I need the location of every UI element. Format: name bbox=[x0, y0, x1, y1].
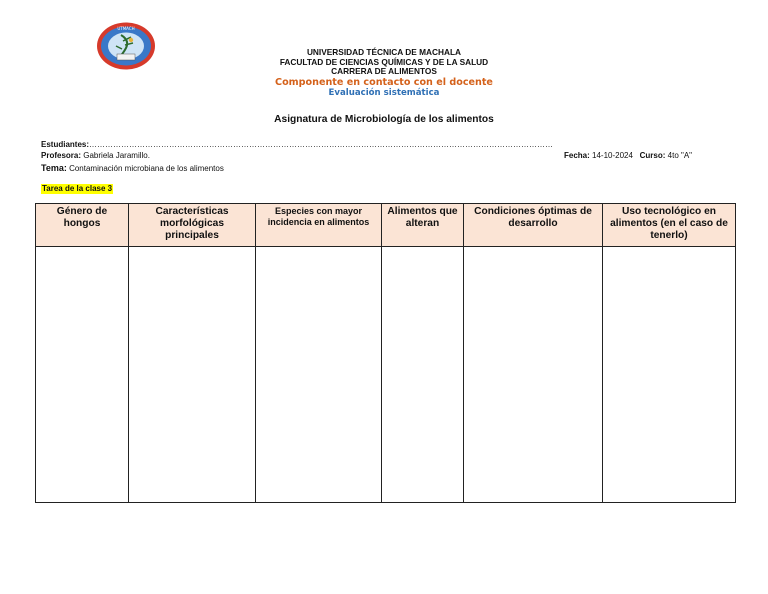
table-cell[interactable] bbox=[129, 247, 256, 503]
teacher-name: Gabriela Jaramillo. bbox=[83, 151, 150, 160]
task-table bbox=[35, 203, 736, 503]
teacher-line bbox=[41, 151, 150, 160]
students-line bbox=[41, 140, 553, 149]
column-header: Género de hongos bbox=[36, 204, 129, 247]
column-header: Condiciones óptimas de desarrollo bbox=[464, 204, 603, 247]
column-header: Alimentos que alteran bbox=[382, 204, 464, 247]
date-label: Fecha: bbox=[564, 151, 590, 160]
evaluation-type: Evaluación sistemática bbox=[328, 87, 440, 98]
table-row bbox=[36, 247, 736, 503]
course-value: 4to "A" bbox=[667, 151, 692, 160]
university-name: UNIVERSIDAD TÉCNICA DE MACHALA bbox=[306, 47, 462, 57]
table-cell[interactable] bbox=[256, 247, 382, 503]
topic-line bbox=[41, 163, 224, 173]
column-header: Características morfológicas principales bbox=[129, 204, 256, 247]
topic-label: Tema: bbox=[41, 163, 67, 173]
students-blank: ………………………………………………………………………………………………………………………………………………………… bbox=[89, 140, 554, 149]
table-cell[interactable] bbox=[464, 247, 603, 503]
topic-value: Contaminación microbiana de los alimentos bbox=[69, 164, 224, 173]
document-header bbox=[0, 48, 768, 98]
course-label: Curso: bbox=[639, 151, 666, 160]
table-cell[interactable] bbox=[603, 247, 736, 503]
faculty-name: FACULTAD DE CIENCIAS QUÍMICAS Y DE LA SALUD bbox=[279, 56, 489, 67]
teacher-label: Profesora: bbox=[41, 151, 82, 160]
component-title: Componente en contacto con el docente bbox=[275, 76, 493, 88]
table-header-row bbox=[36, 204, 736, 247]
subject-title: Asignatura de Microbiología de los alimentos bbox=[274, 114, 494, 125]
task-label: Tarea de la clase 3 bbox=[42, 184, 113, 193]
column-header: Uso tecnológico en alimentos (en el caso de tenerlo) bbox=[603, 204, 736, 247]
svg-text:UTMACH: UTMACH bbox=[117, 26, 135, 31]
career-name: CARRERA DE ALIMENTOS bbox=[331, 66, 437, 76]
table-cell[interactable] bbox=[36, 247, 129, 503]
date-value: 14-10-2024 bbox=[592, 151, 633, 160]
students-label: Estudiantes: bbox=[41, 140, 90, 149]
date-course-line bbox=[564, 151, 692, 160]
table-cell[interactable] bbox=[382, 247, 464, 503]
column-header: Especies con mayor incidencia en alimentos bbox=[256, 204, 382, 247]
